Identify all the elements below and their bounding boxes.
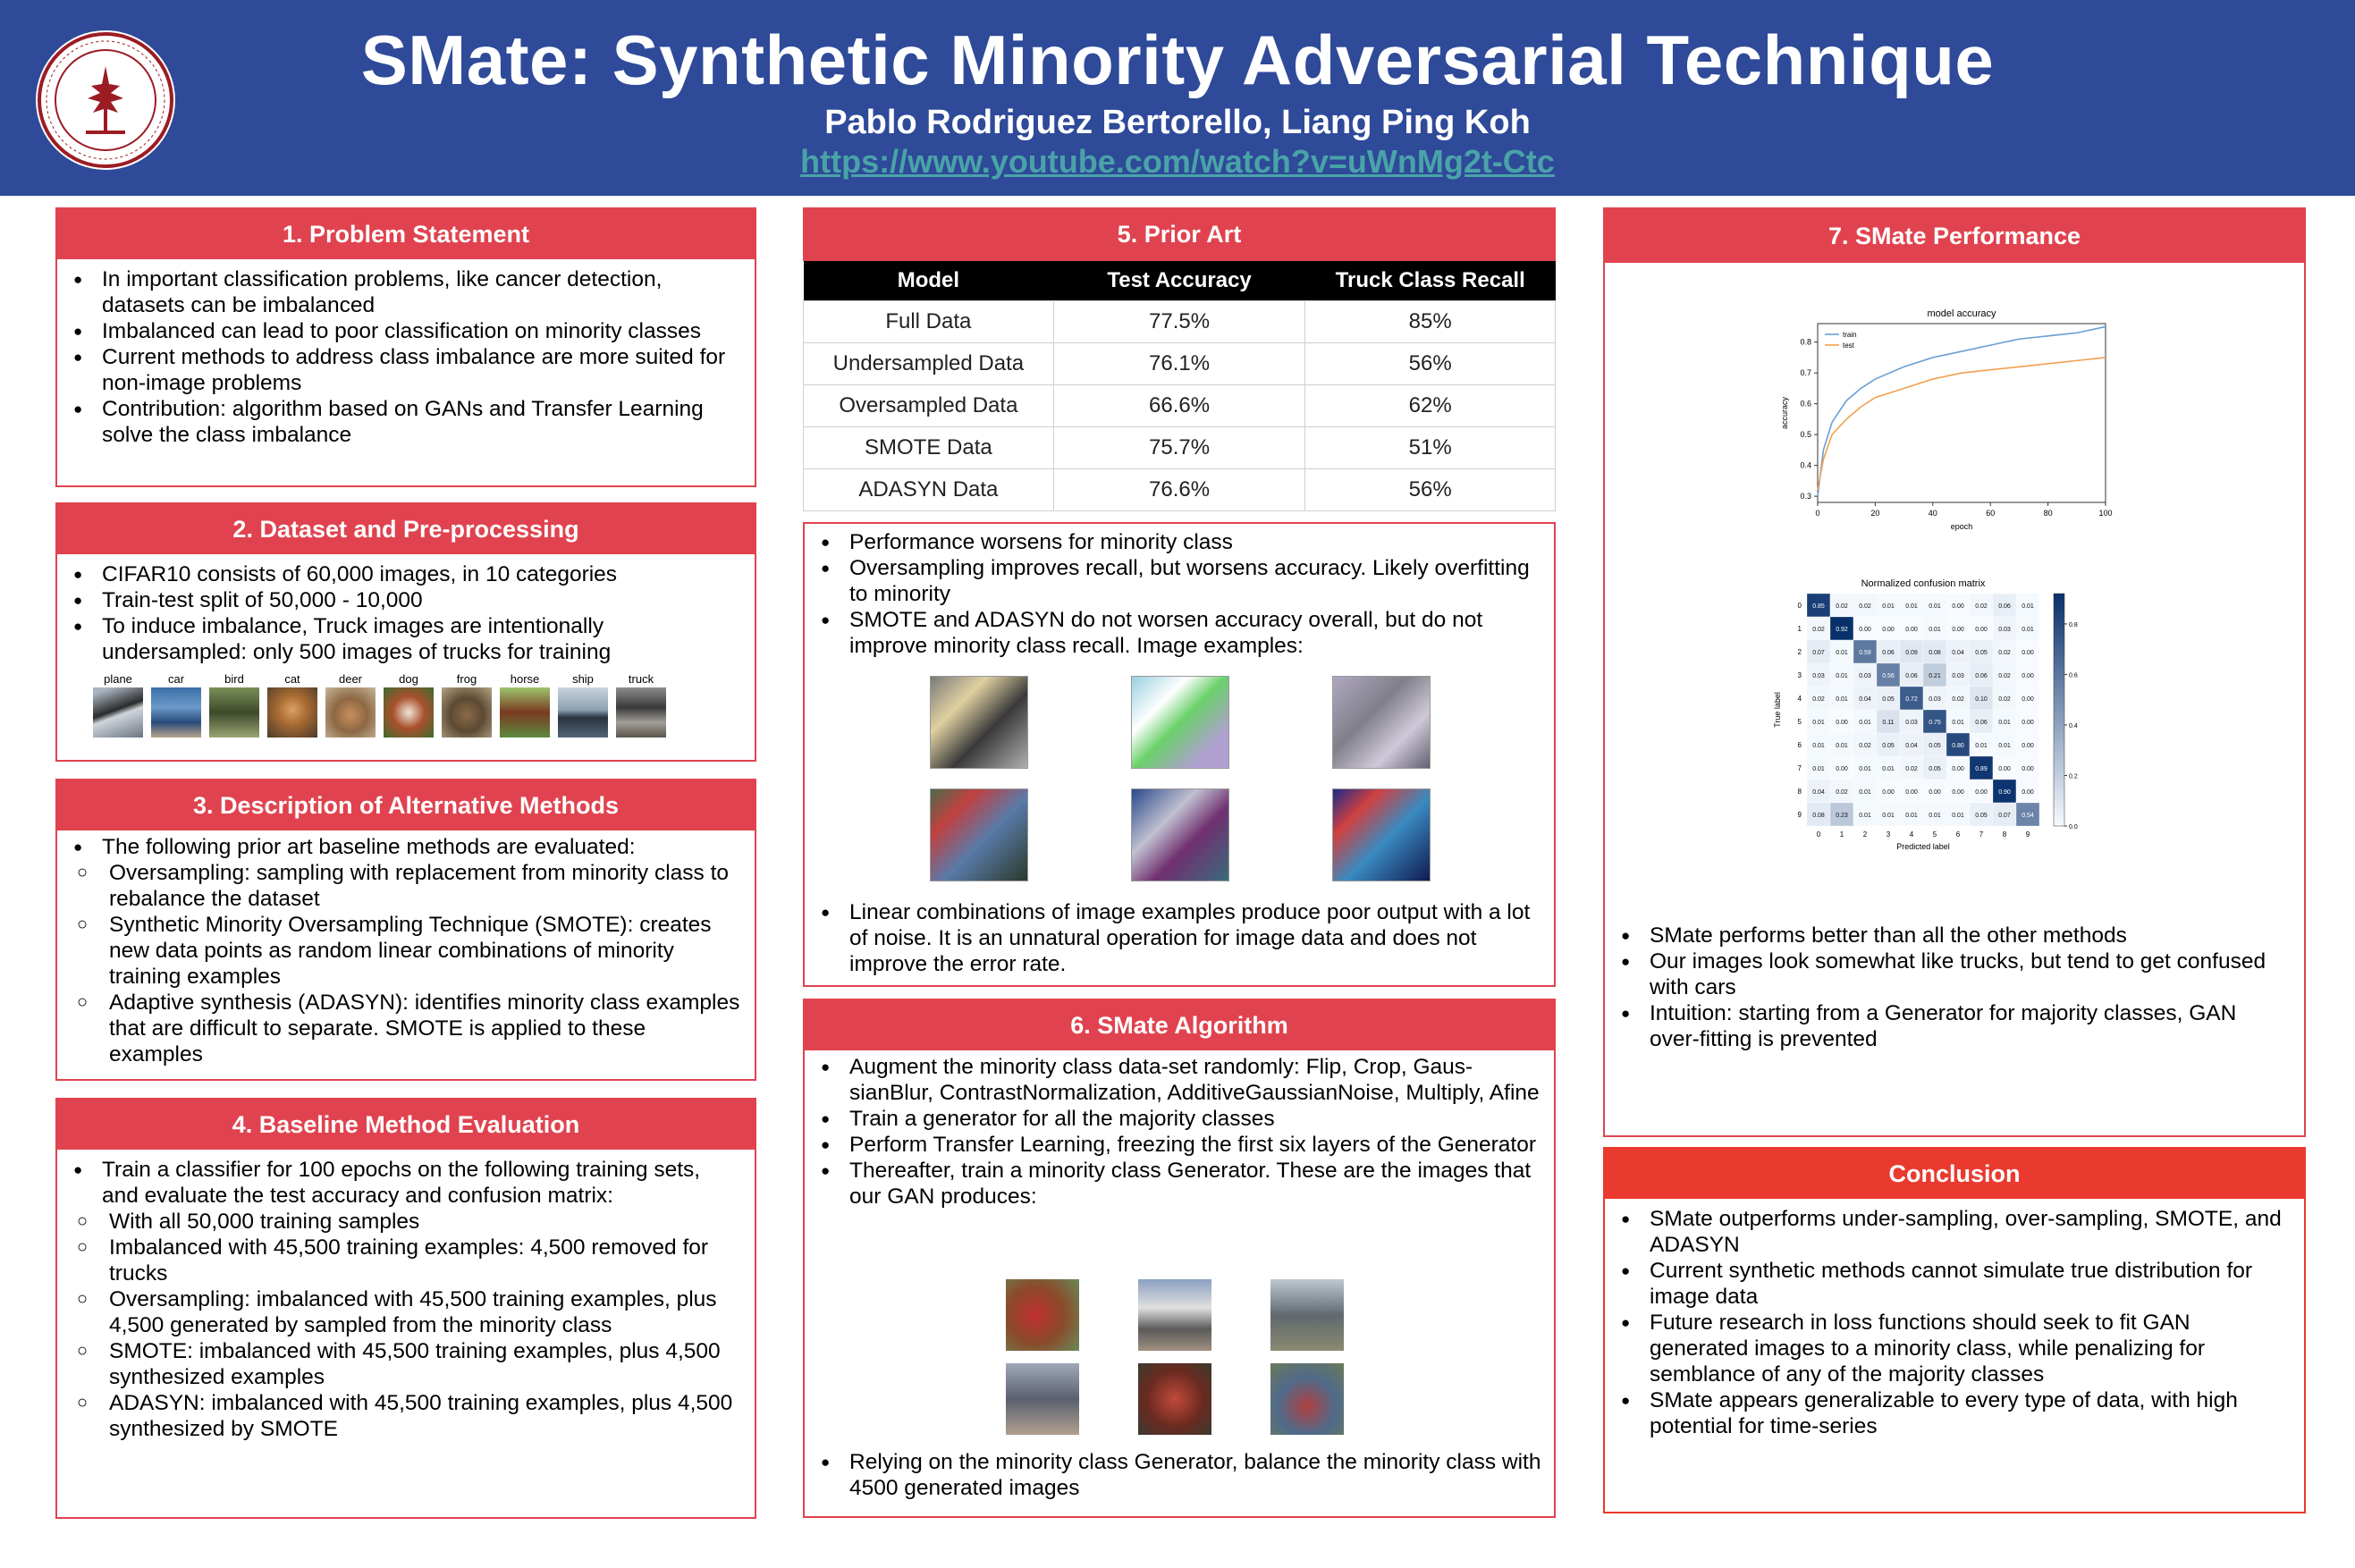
cell-value: 0.01 <box>2022 603 2034 610</box>
cell-value: 0.06 <box>1882 650 1895 656</box>
poster-title: SMate: Synthetic Minority Adversarial Technique <box>360 21 1995 99</box>
cell-value: 0.01 <box>1859 789 1871 796</box>
chart-title: model accuracy <box>1927 308 1996 319</box>
frog-thumbnail <box>442 687 492 738</box>
cell-value: 0.54 <box>2022 813 2034 819</box>
poster-header <box>0 0 2355 196</box>
y-tick-label: 0.6 <box>1800 399 1811 409</box>
y-tick-label: 0.4 <box>1800 460 1811 470</box>
y-axis-label: True label <box>1773 692 1782 728</box>
cell-value: 0.00 <box>2022 650 2034 656</box>
cell-value: 0.05 <box>1975 650 1988 656</box>
class-label: deer <box>338 672 363 686</box>
cat-thumbnail <box>267 687 317 738</box>
bullet-list <box>1617 923 2292 1052</box>
cell-value: 0.03 <box>1905 720 1918 726</box>
cell-value: 0.89 <box>1975 766 1988 772</box>
cell-value: 0.04 <box>1952 650 1964 656</box>
cell-value: 0.01 <box>1812 743 1825 749</box>
cell-value: 0.04 <box>1905 743 1918 749</box>
bullet-item <box>70 834 742 1067</box>
table-cell: 85% <box>1305 300 1556 342</box>
y-tick-label: 5 <box>1797 718 1802 726</box>
generated-image <box>1138 1279 1211 1351</box>
cell-value: 0.01 <box>1929 813 1941 819</box>
cell-value: 0.00 <box>1975 789 1988 796</box>
x-tick-label: 0 <box>1816 830 1821 839</box>
cell-value: 0.00 <box>1882 789 1895 796</box>
column-header: Test Accuracy <box>1053 261 1305 300</box>
cell-value: 0.09 <box>1905 650 1918 656</box>
class-label: frog <box>456 672 477 686</box>
cell-value: 0.01 <box>1882 766 1895 772</box>
cell-value: 0.01 <box>1975 743 1988 749</box>
cell-value: 0.00 <box>1952 766 1964 772</box>
x-tick-label: 0 <box>1815 509 1820 518</box>
section-title: 5. Prior Art <box>803 207 1556 261</box>
x-tick-label: 8 <box>2002 830 2007 839</box>
table-row <box>804 300 1556 342</box>
cell-value: 0.07 <box>1812 650 1825 656</box>
colorbar <box>2054 594 2064 826</box>
cell-value: 0.10 <box>1975 696 1988 703</box>
class-sample <box>616 672 666 738</box>
cell-value: 0.80 <box>1952 743 1964 749</box>
table-cell: 66.6% <box>1053 384 1305 426</box>
cell-value: 0.00 <box>2022 673 2034 679</box>
cell-value: 0.01 <box>1859 766 1871 772</box>
cell-value: 0.06 <box>1975 720 1988 726</box>
example-image <box>1131 788 1229 881</box>
table-row <box>804 426 1556 468</box>
class-label: truck <box>628 672 654 686</box>
bird-thumbnail <box>209 687 259 738</box>
bullet-item: ● Contribution: algorithm based on GANs and Transfer Learning solve the class imbalance <box>70 396 742 448</box>
bullet-list <box>817 1054 1541 1210</box>
section-title: 7. SMate Performance <box>1605 209 2304 263</box>
bullet-item: ● Train-test split of 50,000 - 10,000 <box>70 587 742 613</box>
section-dataset <box>55 502 756 762</box>
cell-value: 0.85 <box>1812 603 1825 610</box>
y-tick-label: 7 <box>1797 764 1802 772</box>
cell-value: 0.03 <box>1929 696 1941 703</box>
cell-value: 0.01 <box>1952 813 1964 819</box>
y-tick-label: 2 <box>1797 648 1802 656</box>
section-conclusion <box>1603 1147 2306 1513</box>
table-row <box>804 468 1556 510</box>
cell-value: 0.01 <box>1882 603 1895 610</box>
table-cell: 76.6% <box>1053 468 1305 510</box>
class-label: car <box>167 672 185 686</box>
section-alternative-methods <box>55 779 756 1081</box>
dog-thumbnail <box>384 687 434 738</box>
cell-value: 0.01 <box>1929 627 1941 633</box>
sub-bullet-item: ○ SMOTE: imbalanced with 45,500 training examples, plus 4,500 synthesized examples <box>70 1338 742 1390</box>
cell-value: 0.00 <box>1905 627 1918 633</box>
cell-value: 0.02 <box>1812 696 1825 703</box>
y-tick-label: 0.5 <box>1800 430 1811 440</box>
class-label: cat <box>284 672 300 686</box>
example-image <box>1332 788 1431 881</box>
generated-image <box>1270 1279 1344 1351</box>
plane-thumbnail <box>93 687 143 738</box>
cell-value: 0.11 <box>1882 720 1895 726</box>
bullet-list <box>70 561 742 665</box>
bullet-item: ● SMate outperforms under-sampling, over-sampling, SMOTE, and ADASYN <box>1617 1206 2292 1258</box>
cell-value: 0.02 <box>1975 603 1988 610</box>
cell-value: 0.03 <box>1859 673 1871 679</box>
class-label: dog <box>399 672 418 686</box>
cell-value: 0.00 <box>1859 627 1871 633</box>
bullet-item: ● Our images look somewhat like trucks, but tend to get confused with cars <box>1617 948 2292 1000</box>
smote-adasyn-image-examples <box>930 676 1431 881</box>
table-cell: Undersampled Data <box>804 342 1054 384</box>
y-tick-label: 6 <box>1797 741 1802 749</box>
cell-value: 0.59 <box>1859 650 1871 656</box>
cell-value: 0.01 <box>1998 720 2011 726</box>
legend-label: test <box>1843 341 1854 350</box>
class-sample <box>500 672 550 738</box>
sub-bullet-item: ○ Oversampling: sampling with replacement from minority class to rebalance the dataset <box>70 860 742 912</box>
class-label: horse <box>510 672 540 686</box>
cell-value: 0.00 <box>1882 627 1895 633</box>
chart-title: Normalized confusion matrix <box>1861 578 1986 589</box>
generated-image <box>1006 1279 1079 1351</box>
bullet-item <box>70 1157 742 1442</box>
bullet-item: ● CIFAR10 consists of 60,000 images, in 10 categories <box>70 561 742 587</box>
bullet-text: Train a classifier for 100 epochs on the following training sets, and evaluate the test accuracy and confusion matrix: <box>102 1158 701 1208</box>
horse-thumbnail <box>500 687 550 738</box>
cell-value: 0.02 <box>1998 696 2011 703</box>
generated-image <box>1270 1363 1344 1435</box>
cell-value: 0.00 <box>1836 720 1848 726</box>
bullet-item: ● Intuition: starting from a Generator for majority classes, GAN over-fitting is prevented <box>1617 1000 2292 1052</box>
cell-value: 0.01 <box>1952 720 1964 726</box>
series-line-train <box>1818 326 2106 496</box>
table-cell: Oversampled Data <box>804 384 1054 426</box>
x-tick-label: 3 <box>1886 830 1891 839</box>
cell-value: 0.00 <box>1952 603 1964 610</box>
table-cell: 75.7% <box>1053 426 1305 468</box>
section-title: 3. Description of Alternative Methods <box>57 780 755 830</box>
bullet-item: ● Oversampling improves recall, but worsens accuracy. Likely overfitting to minority <box>817 555 1541 607</box>
cell-value: 0.00 <box>1975 627 1988 633</box>
class-sample <box>384 672 434 738</box>
example-image <box>930 676 1028 769</box>
section-problem-statement <box>55 207 756 487</box>
table-cell: 76.1% <box>1053 342 1305 384</box>
accuracy-line-chart <box>1775 302 2123 535</box>
bullet-item: ● Relying on the minority class Generator, balance the minority class with 4500 generated images <box>817 1449 1541 1501</box>
cell-value: 0.90 <box>1998 789 2011 796</box>
sub-bullet-item: ○ Synthetic Minority Oversampling Technique (SMOTE): creates new data points as random linear combinations of minority training examples <box>70 912 742 990</box>
cell-value: 0.00 <box>2022 720 2034 726</box>
cell-value: 0.05 <box>1929 766 1941 772</box>
cell-value: 0.00 <box>2022 696 2034 703</box>
cell-value: 0.03 <box>1952 673 1964 679</box>
x-tick-label: 9 <box>2025 830 2030 839</box>
x-tick-label: 2 <box>1862 830 1868 839</box>
sub-bullet-list <box>70 1209 742 1442</box>
section-prior-art-findings <box>803 522 1556 987</box>
class-sample <box>151 672 201 738</box>
y-axis-label: accuracy <box>1780 396 1789 430</box>
cell-value: 0.00 <box>2022 766 2034 772</box>
cell-value: 0.00 <box>1836 766 1848 772</box>
cell-value: 0.02 <box>1998 673 2011 679</box>
table-header-row <box>804 261 1556 300</box>
class-sample <box>267 672 317 738</box>
legend-label: train <box>1843 331 1857 339</box>
y-tick-label: 3 <box>1797 671 1802 679</box>
bullet-item: ● Linear combinations of image examples produce poor output with a lot of noise. It is an unnatural operation for image data and does not improve the error rate. <box>817 899 1541 977</box>
bullet-item: ● Future research in loss functions should seek to fit GAN generated images to a minority class, while penalizing for semblance of any of the majority classes <box>1617 1310 2292 1387</box>
bullet-item: ● SMate performs better than all the other methods <box>1617 923 2292 948</box>
cell-value: 0.02 <box>1998 650 2011 656</box>
cell-value: 0.01 <box>1905 603 1918 610</box>
cell-value: 0.01 <box>2022 627 2034 633</box>
example-image <box>1332 676 1431 769</box>
bullet-item: ● Thereafter, train a minority class Generator. These are the images that our GAN produces: <box>817 1158 1541 1210</box>
colorbar-tick-label: 0.4 <box>2069 722 2078 729</box>
section-title: 2. Dataset and Pre-processing <box>57 504 755 554</box>
cell-value: 0.02 <box>1905 766 1918 772</box>
table-cell: 56% <box>1305 342 1556 384</box>
x-tick-label: 4 <box>1909 830 1914 839</box>
sub-bullet-item: ○ With all 50,000 training samples <box>70 1209 742 1235</box>
class-label: plane <box>104 672 132 686</box>
column-header: Truck Class Recall <box>1305 261 1556 300</box>
table-cell: ADASYN Data <box>804 468 1054 510</box>
bullet-item: ● Imbalanced can lead to poor classification on minority classes <box>70 318 742 344</box>
class-sample <box>93 672 143 738</box>
table-cell: 62% <box>1305 384 1556 426</box>
table-cell: SMOTE Data <box>804 426 1054 468</box>
prior-art-table <box>803 261 1556 511</box>
y-tick-label: 0.3 <box>1800 492 1811 502</box>
cell-value: 0.01 <box>1905 813 1918 819</box>
cell-value: 0.01 <box>1929 603 1941 610</box>
cell-value: 0.92 <box>1836 627 1848 633</box>
cell-value: 0.23 <box>1836 813 1848 819</box>
section-baseline-evaluation <box>55 1098 756 1519</box>
cell-value: 0.02 <box>1859 743 1871 749</box>
bullet-item: ● In important classification problems, like cancer detection, datasets can be imbalanced <box>70 266 742 318</box>
cell-value: 0.07 <box>1998 813 2011 819</box>
cell-value: 0.04 <box>1859 696 1871 703</box>
x-tick-label: 1 <box>1839 830 1844 839</box>
plot-frame <box>1818 324 2106 502</box>
cell-value: 0.75 <box>1929 720 1941 726</box>
cell-value: 0.02 <box>1952 696 1964 703</box>
class-label: bird <box>224 672 244 686</box>
bullet-item: ● Current synthetic methods cannot simulate true distribution for image data <box>1617 1258 2292 1310</box>
deer-thumbnail <box>325 687 376 738</box>
bullet-item: ● To induce imbalance, Truck images are intentionally undersampled: only 500 images of trucks for training <box>70 613 742 665</box>
y-tick-label: 0.7 <box>1800 368 1811 378</box>
bullet-item: ● Augment the minority class data-set randomly: Flip, Crop, Gaus-sianBlur, ContrastNormalization, AdditiveGaussianNoise, Multiply, Afine <box>817 1054 1541 1106</box>
class-sample <box>209 672 259 738</box>
bullet-item: ● Performance worsens for minority class <box>817 529 1541 555</box>
cell-value: 0.08 <box>1929 650 1941 656</box>
example-image <box>930 788 1028 881</box>
column-header: Model <box>804 261 1054 300</box>
cell-value: 0.05 <box>1929 743 1941 749</box>
cell-value: 0.01 <box>1859 813 1871 819</box>
sub-bullet-item: ○ Adaptive synthesis (ADASYN): identifies minority class examples that are difficult to separate. SMOTE is applied to these examples <box>70 990 742 1067</box>
section-smate-performance <box>1603 207 2306 1137</box>
y-tick-label: 1 <box>1797 625 1802 633</box>
example-image <box>1131 676 1229 769</box>
cell-value: 0.00 <box>1905 789 1918 796</box>
bullet-list <box>70 1157 742 1442</box>
colorbar-tick-label: 0.6 <box>2069 672 2078 679</box>
table-cell: 77.5% <box>1053 300 1305 342</box>
bullet-list <box>1617 1206 2292 1439</box>
section-title: 4. Baseline Method Evaluation <box>57 1100 755 1150</box>
cell-value: 0.00 <box>1952 789 1964 796</box>
cell-value: 0.02 <box>1836 789 1848 796</box>
cell-value: 0.01 <box>1836 696 1848 703</box>
x-tick-label: 60 <box>1986 509 1996 518</box>
x-tick-label: 80 <box>2043 509 2053 518</box>
sub-bullet-list <box>70 860 742 1067</box>
bullet-item: ● Current methods to address class imbalance are more suited for non-image problems <box>70 344 742 396</box>
y-tick-label: 9 <box>1797 811 1802 819</box>
x-tick-label: 6 <box>1955 830 1961 839</box>
section-prior-art-header <box>803 207 1556 261</box>
cell-value: 0.02 <box>1812 627 1825 633</box>
cell-value: 0.00 <box>1952 627 1964 633</box>
car-thumbnail <box>151 687 201 738</box>
class-sample <box>442 672 492 738</box>
bullet-list <box>817 899 1541 977</box>
bullet-item: ● SMate appears generalizable to every type of data, with high potential for time-series <box>1617 1387 2292 1439</box>
section-title: 6. SMate Algorithm <box>805 1000 1554 1050</box>
cell-value: 0.00 <box>1998 766 2011 772</box>
cell-value: 0.05 <box>1975 813 1988 819</box>
gan-generated-images <box>1006 1279 1344 1435</box>
cell-value: 0.03 <box>1812 673 1825 679</box>
cell-value: 0.56 <box>1882 673 1895 679</box>
x-axis-label: epoch <box>1950 522 1973 531</box>
cell-value: 0.01 <box>1998 743 2011 749</box>
bullet-list <box>817 1449 1541 1501</box>
cifar10-class-samples <box>57 665 755 738</box>
cell-value: 0.05 <box>1882 696 1895 703</box>
section-title: Conclusion <box>1605 1149 2304 1199</box>
bullet-text: The following prior art baseline methods are evaluated: <box>102 835 636 859</box>
cell-value: 0.00 <box>1929 789 1941 796</box>
series-line-test <box>1818 358 2106 490</box>
class-sample <box>558 672 608 738</box>
y-tick-label: 0.8 <box>1800 337 1811 347</box>
cell-value: 0.06 <box>1975 673 1988 679</box>
x-tick-label: 5 <box>1932 830 1937 839</box>
cell-value: 0.02 <box>1859 603 1871 610</box>
generated-image <box>1006 1363 1079 1435</box>
table-cell: 56% <box>1305 468 1556 510</box>
generated-image <box>1138 1363 1211 1435</box>
bullet-item: ● SMOTE and ADASYN do not worsen accuracy overall, but do not improve minority class recall. Image examples: <box>817 607 1541 659</box>
cell-value: 0.01 <box>1812 766 1825 772</box>
table-row <box>804 384 1556 426</box>
cell-value: 0.00 <box>2022 789 2034 796</box>
truck-thumbnail <box>616 687 666 738</box>
cell-value: 0.01 <box>1859 720 1871 726</box>
sub-bullet-item: ○ Imbalanced with 45,500 training examples: 4,500 removed for trucks <box>70 1235 742 1286</box>
sub-bullet-item: ○ Oversampling: imbalanced with 45,500 training examples, plus 4,500 generated by sampled from the minority class <box>70 1286 742 1338</box>
bullet-list <box>70 834 742 1067</box>
cell-value: 0.01 <box>1812 720 1825 726</box>
colorbar-tick-label: 0.2 <box>2069 773 2078 780</box>
class-sample <box>325 672 376 738</box>
table-cell: Full Data <box>804 300 1054 342</box>
cell-value: 0.06 <box>1905 673 1918 679</box>
cell-value: 0.01 <box>1836 650 1848 656</box>
poster-authors: Pablo Rodriguez Bertorello, Liang Ping Koh <box>824 104 1531 141</box>
table-row <box>804 342 1556 384</box>
sub-bullet-item: ○ ADASYN: imbalanced with 45,500 training examples, plus 4,500 synthesized by SMOTE <box>70 1390 742 1442</box>
cell-value: 0.21 <box>1929 673 1941 679</box>
confusion-matrix-heatmap <box>1757 574 2150 869</box>
colorbar-tick-label: 0.8 <box>2069 621 2078 628</box>
cell-value: 0.01 <box>1882 813 1895 819</box>
cell-value: 0.01 <box>1836 743 1848 749</box>
y-tick-label: 4 <box>1797 695 1802 703</box>
table-cell: 51% <box>1305 426 1556 468</box>
ship-thumbnail <box>558 687 608 738</box>
y-tick-label: 0 <box>1797 602 1802 610</box>
colorbar-tick-label: 0.0 <box>2069 824 2078 830</box>
y-tick-label: 8 <box>1797 788 1802 796</box>
class-label: ship <box>572 672 594 686</box>
cell-value: 0.08 <box>1812 813 1825 819</box>
cell-value: 0.00 <box>2022 743 2034 749</box>
cell-value: 0.72 <box>1905 696 1918 703</box>
cell-value: 0.04 <box>1812 789 1825 796</box>
x-tick-label: 40 <box>1928 509 1937 518</box>
section-title: 1. Problem Statement <box>57 209 755 259</box>
video-link[interactable]: https://www.youtube.com/watch?v=uWnMg2t-Ctc <box>800 143 1555 180</box>
bullet-list <box>70 266 742 448</box>
cell-value: 0.03 <box>1998 627 2011 633</box>
cell-value: 0.02 <box>1836 603 1848 610</box>
x-axis-label: Predicted label <box>1896 842 1950 851</box>
cell-value: 0.06 <box>1998 603 2011 610</box>
bullet-item: ● Perform Transfer Learning, freezing the first six layers of the Generator <box>817 1132 1541 1158</box>
bullet-list <box>817 529 1541 659</box>
cell-value: 0.01 <box>1836 673 1848 679</box>
x-tick-label: 7 <box>1979 830 1984 839</box>
x-tick-label: 100 <box>2098 509 2113 518</box>
cell-value: 0.05 <box>1882 743 1895 749</box>
section-smate-algorithm <box>803 999 1556 1518</box>
bullet-item: ● Train a generator for all the majority classes <box>817 1106 1541 1132</box>
x-tick-label: 20 <box>1870 509 1880 518</box>
